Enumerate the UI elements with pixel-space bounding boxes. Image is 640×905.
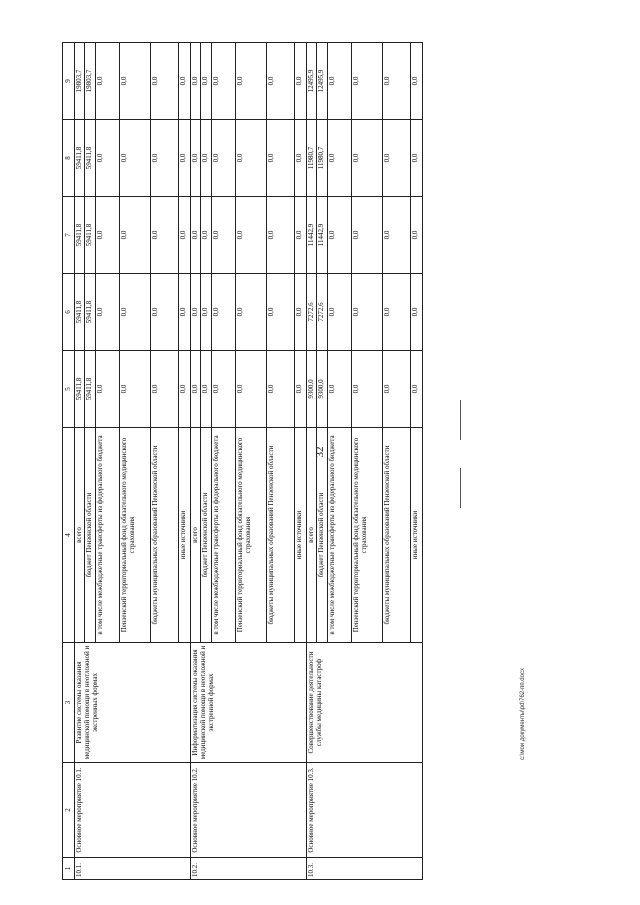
column-number: 8	[63, 120, 75, 197]
column-number-row	[63, 43, 75, 880]
funding-value: 0,0	[411, 351, 423, 428]
funding-source: иные источники	[411, 428, 423, 643]
funding-value: 0,0	[328, 351, 352, 428]
funding-value: 0,0	[295, 197, 307, 274]
funding-value: 11442,9	[306, 197, 317, 274]
funding-value: 12495,9	[317, 43, 328, 120]
measure-name: Совершенствование деятельности службы медицины катастроф	[306, 643, 422, 763]
funding-value: 0,0	[328, 274, 352, 351]
funding-value: 0,0	[295, 43, 307, 120]
funding-value: 0,0	[190, 120, 201, 197]
funding-value: 11980,7	[317, 120, 328, 197]
funding-value: 0,0	[235, 351, 266, 428]
funding-value: 0,0	[235, 43, 266, 120]
funding-value: 0,0	[150, 120, 178, 197]
funding-value: 9300,0	[306, 351, 317, 428]
funding-value: 0,0	[382, 351, 410, 428]
column-number: 1	[63, 858, 75, 880]
column-number: 3	[63, 643, 75, 763]
funding-source: всего	[190, 428, 201, 643]
column-number: 6	[63, 274, 75, 351]
funding-value: 0,0	[295, 120, 307, 197]
funding-value: 12495,9	[306, 43, 317, 120]
column-number: 5	[63, 351, 75, 428]
measure-type: Основное мероприятие 10.2.	[190, 763, 306, 858]
funding-source: всего	[306, 428, 317, 643]
funding-value: 0,0	[190, 43, 201, 120]
funding-source: Пензенский территориальный фонд обязательного медицинского страхования	[119, 428, 150, 643]
divider-line	[460, 400, 461, 440]
funding-value: 0,0	[119, 274, 150, 351]
funding-value: 7272,6	[317, 274, 328, 351]
funding-source: в том числе межбюджетные трансферты из федерального бюджета	[212, 428, 236, 643]
funding-value: 0,0	[266, 197, 294, 274]
funding-value: 0,0	[119, 43, 150, 120]
funding-value: 0,0	[212, 197, 236, 274]
funding-value: 59411,8	[85, 351, 96, 428]
funding-value: 0,0	[351, 274, 382, 351]
funding-value: 0,0	[150, 351, 178, 428]
funding-source: бюджет Пензенской области	[201, 428, 212, 643]
funding-value: 59411,8	[74, 274, 85, 351]
funding-value: 0,0	[328, 43, 352, 120]
funding-value: 0,0	[235, 197, 266, 274]
funding-value: 0,0	[235, 274, 266, 351]
funding-source: иные источники	[179, 428, 191, 643]
funding-value: 0,0	[328, 197, 352, 274]
measure-code: 10.1.	[74, 858, 190, 880]
funding-source: иные источники	[295, 428, 307, 643]
funding-value: 0,0	[201, 120, 212, 197]
footer-file-path: c:\мои документы\pd\762-пп.docx	[520, 668, 526, 760]
funding-value: 0,0	[212, 351, 236, 428]
funding-source: бюджет Пензенской области	[317, 428, 328, 643]
funding-value: 0,0	[150, 197, 178, 274]
funding-value: 0,0	[382, 274, 410, 351]
column-number: 4	[63, 428, 75, 643]
funding-source: Пензенский территориальный фонд обязательного медицинского страхования	[351, 428, 382, 643]
funding-value: 0,0	[179, 43, 191, 120]
funding-source: в том числе межбюджетные трансферты из федерального бюджета	[328, 428, 352, 643]
funding-value: 0,0	[351, 43, 382, 120]
funding-source: всего	[74, 428, 85, 643]
funding-value: 0,0	[201, 43, 212, 120]
funding-value: 0,0	[411, 197, 423, 274]
divider-line	[460, 468, 461, 508]
page-number: 32	[314, 446, 326, 458]
funding-value: 0,0	[190, 274, 201, 351]
funding-value: 59411,8	[74, 197, 85, 274]
funding-value: 0,0	[190, 197, 201, 274]
funding-value: 0,0	[96, 43, 120, 120]
funding-value: 0,0	[382, 43, 410, 120]
measure-type: Основное мероприятие 10.1.	[74, 763, 190, 858]
funding-value: 0,0	[150, 43, 178, 120]
funding-value: 0,0	[411, 120, 423, 197]
funding-value: 0,0	[179, 120, 191, 197]
funding-value: 0,0	[351, 351, 382, 428]
funding-value: 0,0	[119, 120, 150, 197]
funding-source: Пензенский территориальный фонд обязательного медицинского страхования	[235, 428, 266, 643]
funding-value: 0,0	[351, 197, 382, 274]
column-number: 9	[63, 43, 75, 120]
funding-value: 0,0	[96, 120, 120, 197]
funding-value: 0,0	[411, 274, 423, 351]
funding-source: бюджеты муниципальных образований Пензенской области	[150, 428, 178, 643]
funding-value: 0,0	[179, 197, 191, 274]
funding-value: 0,0	[411, 43, 423, 120]
funding-value: 0,0	[266, 274, 294, 351]
funding-value: 0,0	[96, 197, 120, 274]
funding-value: 59411,8	[74, 120, 85, 197]
funding-source: бюджеты муниципальных образований Пензенской области	[266, 428, 294, 643]
funding-value: 0,0	[295, 351, 307, 428]
measure-code: 10.2.	[190, 858, 306, 880]
table-row	[74, 43, 85, 880]
funding-value: 0,0	[266, 120, 294, 197]
funding-value: 0,0	[190, 351, 201, 428]
funding-source: бюджеты муниципальных образований Пензенской области	[382, 428, 410, 643]
funding-value: 0,0	[212, 43, 236, 120]
funding-value: 0,0	[201, 197, 212, 274]
funding-value: 11980,7	[306, 120, 317, 197]
funding-value: 0,0	[119, 351, 150, 428]
funding-value: 0,0	[382, 197, 410, 274]
funding-value: 0,0	[351, 120, 382, 197]
funding-value: 0,0	[96, 274, 120, 351]
column-number: 7	[63, 197, 75, 274]
funding-value: 7272,6	[306, 274, 317, 351]
funding-value: 11442,9	[317, 197, 328, 274]
rotated-table-wrapper	[62, 42, 423, 880]
funding-value: 0,0	[179, 351, 191, 428]
funding-value: 0,0	[328, 120, 352, 197]
funding-source: бюджет Пензенской области	[85, 428, 96, 643]
funding-value: 0,0	[266, 43, 294, 120]
funding-value: 0,0	[201, 351, 212, 428]
funding-value: 0,0	[201, 274, 212, 351]
funding-value: 0,0	[212, 120, 236, 197]
funding-value: 0,0	[119, 197, 150, 274]
table-row	[190, 43, 201, 880]
funding-value: 19803,7	[74, 43, 85, 120]
funding-value: 59411,8	[85, 197, 96, 274]
measure-type: Основное мероприятие 10.3.	[306, 763, 422, 858]
funding-value: 0,0	[382, 120, 410, 197]
column-number: 2	[63, 763, 75, 858]
measure-code: 10.3.	[306, 858, 422, 880]
funding-value: 59411,8	[85, 120, 96, 197]
funding-value: 0,0	[179, 274, 191, 351]
funding-value: 0,0	[96, 351, 120, 428]
funding-value: 0,0	[235, 120, 266, 197]
funding-value: 59411,8	[74, 351, 85, 428]
table-row	[306, 43, 317, 880]
funding-value: 9300,0	[317, 351, 328, 428]
measure-name: Информатизация системы оказания медицинской помощи в неотложной и экстренной формах	[190, 643, 306, 763]
funding-value: 19803,7	[85, 43, 96, 120]
funding-value: 0,0	[266, 351, 294, 428]
funding-table	[62, 42, 423, 880]
funding-value: 59411,8	[85, 274, 96, 351]
funding-source: в том числе межбюджетные трансферты из федерального бюджета	[96, 428, 120, 643]
funding-value: 0,0	[295, 274, 307, 351]
measure-name: Развитие системы оказания медицинской помощи в неотложной и экстренных формах	[74, 643, 190, 763]
divider-marks	[455, 400, 465, 510]
funding-value: 0,0	[150, 274, 178, 351]
funding-value: 0,0	[212, 274, 236, 351]
